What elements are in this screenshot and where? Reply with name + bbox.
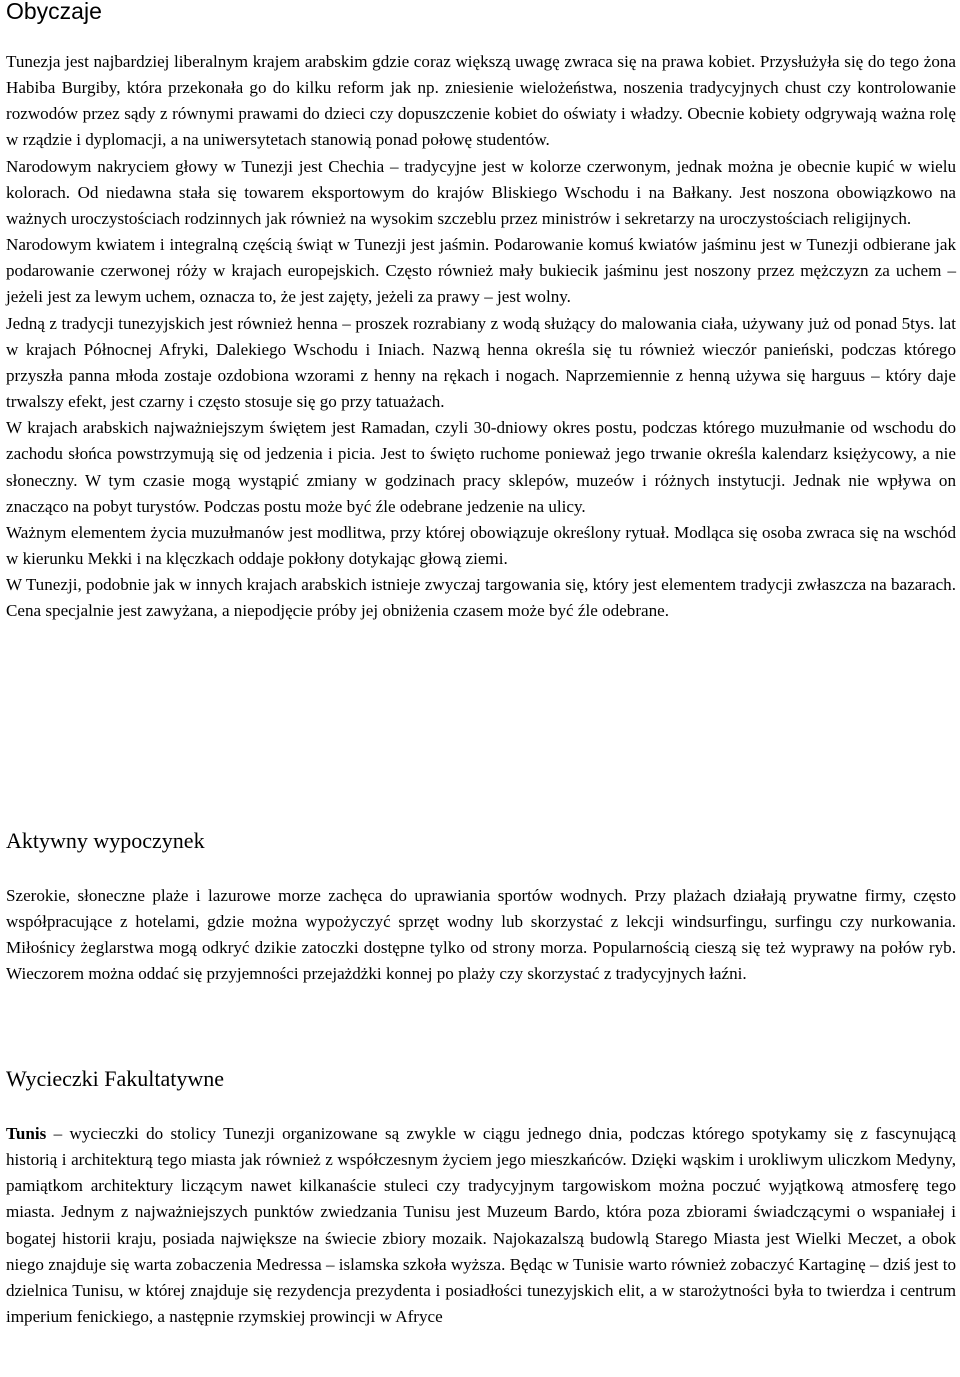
paragraph: Narodowym nakryciem głowy w Tunezji jest Chechia – tradycyjne jest w kolorze czerwonym, jednak można je obecnie kupić w wielu kolorach. Od niedawna stała się towarem eksportowym do krajów Bliskiego Wschodu i na Bałkany. Jest noszona obowiązkowo na ważnych uroczystościach rodzinnych jak również na wysokim szczeblu przez ministrów i sekretarzy na uroczystościach religijnych.	[6, 156, 956, 228]
heading-aktywny-wypoczynek: Aktywny wypoczynek	[6, 828, 205, 853]
section-obyczaje	[6, 0, 956, 24]
paragraph: Tunezja jest najbardziej liberalnym krajem arabskim gdzie coraz większą uwagę zwraca się na prawa kobiet. Przysłużyła się do tego żona Habiba Burgiby, która przekonała go do kilku reform jak np. zniesienie wielożeństwa, noszenia tradycyjnych chust czy kontrolowanie rozwodów przez sądy z równymi prawami do dzieci czy dopuszczenie kobiet do oświaty i władzy. Obecnie kobiety odgrywają ważna rolę w rządzie i dyplomacji, a na uniwersytetach stanowią ponad połowę studentów.	[6, 52, 956, 150]
section-wycieczki-body	[6, 1121, 956, 1330]
paragraph: Ważnym elementem życia muzułmanów jest modlitwa, przy której obowiązuje określony rytuał. Modląca się osoba zwraca się na wschód w kierunku Mekki i na klęczkach oddaje pokłony dotykając głową ziemi.	[6, 522, 956, 568]
heading-obyczaje: Obyczaje	[6, 0, 102, 24]
paragraph: Jedną z tradycji tunezyjskich jest również henna – proszek rozrabiany z wodą służący do malowania ciała, używany już od ponad 5tys. lat w krajach Północnej Afryki, Dalekiego Wschodu i Iniach. Nazwą henna określa się tu również wieczór panieński, podczas którego przyszła panna młoda zostaje ozdobiona wzorami z henny na rękach i nogach. Naprzemiennie z henną używa się harguus – który daje trwalszy efekt, jest czarny i często stosuje się go przy tatuażach.	[6, 313, 956, 412]
section-wycieczki-fakultatywne	[6, 1066, 956, 1092]
paragraph: W Tunezji, podobnie jak w innych krajach arabskich istnieje zwyczaj targowania się, który jest elementem tradycji zwłaszcza na bazarach. Cena specjalnie jest zawyżana, a niepodjęcie próby jej obniżenia czasem może być źle odebrane.	[6, 575, 956, 621]
paragraph: W krajach arabskich najważniejszym świętem jest Ramadan, czyli 30-dniowy okres postu, podczas którego muzułmanie od wschodu do zachodu słońca powstrzymują się od jedzenia i picia. Jest to święto ruchome ponieważ jego trwanie określa kalendarz księżycowy, a nie słoneczny. W tym czasie mogą wystąpić zmiany w godzinach pracy sklepów, muzeów i różnych instytucji. Jednak nie wpływa on znacząco na pobyt turystów. Podczas postu może być źle odebrane jedzenie na ulicy.	[6, 418, 956, 516]
section-obyczaje-body	[6, 49, 956, 624]
section-aktywny-wypoczynek-body	[6, 883, 956, 988]
tunis-bold-label: Tunis	[6, 1124, 47, 1143]
paragraph: Narodowym kwiatem i integralną częścią świąt w Tunezji jest jaśmin. Podarowanie komuś kwiatów jaśminu jest w Tunezji odbierane jak podarowanie czerwonej róży w krajach europejskich. Często również mały bukiecik jaśminu jest noszony przez mężczyzn za uchem – jeżeli jest za lewym uchem, oznacza to, że jest zajęty, jeżeli za prawy – jest wolny.	[6, 235, 956, 307]
paragraph-tunis	[6, 1121, 956, 1330]
section-aktywny-wypoczynek	[6, 828, 956, 854]
heading-wycieczki-fakultatywne: Wycieczki Fakultatywne	[6, 1066, 224, 1091]
tunis-description: – wycieczki do stolicy Tunezji organizowane są zwykle w ciągu jednego dnia, podczas którego spotykamy się z fascynującą historią i architekturą tego miasta jak również z współczesnym życiem jego mieszkańców. Dzięki wąskim i urokliwym uliczkom Medyny, pamiątkom architektury liczącym nawet kilkanaście stuleci czy tradycyjnym targowiskom można poczuć wyjątkową atmosferę tego miasta. Jednym z najważniejszych punktów zwiedzania Tunisu jest Muzeum Bardo, która poza zbiorami świadczącymi o wspaniałej i bogatej historii kraju, posiada największe na świecie zbiory mozaik. Najokazalszą budowlą Starego Miasta jest Wielki Meczet, a obok niego znajduje się warta zobaczenia Medressa – islamska szkoła wyższa. Będąc w Tunisie warto również zobaczyć Kartaginę – dziś jest to dzielnica Tunisu, w której znajduje się rezydencja prezydenta i posiadłości tunezyjskich elit, a w starożytności była to twierdza i centrum imperium fenickiego, a następnie rzymskiej prowincji w Afryce	[6, 1124, 956, 1327]
paragraph: Szerokie, słoneczne plaże i lazurowe morze zachęca do uprawiania sportów wodnych. Przy plażach działają prywatne firmy, często współpracujące z hotelami, gdzie można wypożyczyć sprzęt wodny lub skorzystać z lekcji windsurfingu, surfingu czy nurkowania. Miłośnicy żeglarstwa mogą odkryć dzikie zatoczki dostępne tylko od strony morza. Popularnością cieszą się też wyprawy na połów ryb. Wieczorem można oddać się przyjemności przejażdżki konnej po plaży czy skorzystać z tradycyjnych łaźni.	[6, 886, 956, 984]
